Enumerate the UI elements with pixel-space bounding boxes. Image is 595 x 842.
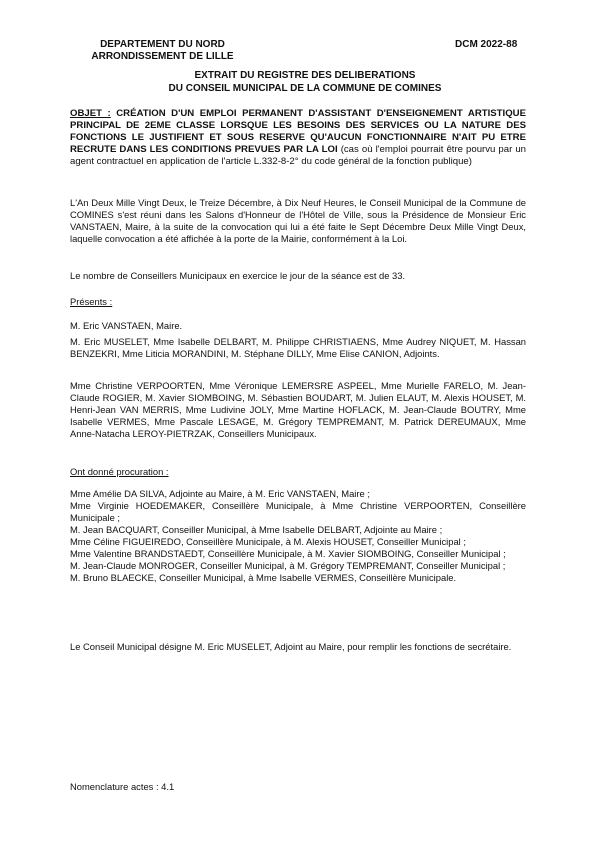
objet-note: (cas où l'emploi pourrait être pourvu par un agent contractuel en application de l'article L.332-8-2° du code général de la fonction publique): [70, 144, 527, 167]
procuration-item: Mme Céline FIGUEIREDO, Conseillère Municipale, à M. Alexis HOUSET, Conseiller Municipal ;: [70, 536, 466, 547]
document-title: [140, 69, 470, 95]
objet-paragraph: [70, 108, 526, 168]
nomenclature-footer: Nomenclature actes : 4.1: [70, 781, 175, 792]
procuration-item: M. Jean BACQUART, Conseiller Municipal, à Mme Isabelle DELBART, Adjointe au Maire ;: [70, 524, 443, 535]
procurations-heading: Ont donné procuration :: [70, 466, 169, 477]
procuration-item: M. Bruno BLAECKE, Conseiller Municipal, à Mme Isabelle VERMES, Conseillère Municipale.: [70, 572, 457, 583]
procuration-item: Mme Valentine BRANDSTAEDT, Conseillère Municipale, à M. Xavier SIOMBOING, Conseiller Municipal ;: [70, 548, 506, 559]
procurations-list: [70, 488, 526, 584]
presents-adjoints: M. Eric MUSELET, Mme Isabelle DELBART, M. Philippe CHRISTIAENS, Mme Audrey NIQUET, M. Hassan BENZEKRI, Mme Liticia MORANDINI, M. Stéphane DILLY, Mme Elise CANION, Adjoints.: [70, 336, 526, 359]
conseillers-count: Le nombre de Conseillers Municipaux en exercice le jour de la séance est de 33.: [70, 270, 406, 281]
title-line-1: EXTRAIT DU REGISTRE DES DELIBERATIONS: [194, 70, 416, 81]
procuration-item: Mme Virginie HOEDEMAKER, Conseillère Municipale, à Mme Christine VERPOORTEN, Conseillère Municipale ;: [70, 500, 526, 523]
department-label: DEPARTEMENT DU NORD: [100, 39, 225, 50]
procuration-item: M. Jean-Claude MONROGER, Conseiller Municipal, à M. Grégory TEMPREMANT, Conseiller Municipal ;: [70, 560, 506, 571]
objet-text: CRÉATION D'UN EMPLOI PERMANENT D'ASSISTANT D'ENSEIGNEMENT ARTISTIQUE PRINCIPAL DE 2EME CLASSE LORSQUE LES BESOINS DES SERVICES OU LA NATURE DES FONCTIONS LE JUSTIFIENT ET SOUS RESERVE QU'AUCUN FONCTIONNAIRE N'AIT PU ETRE RECRUTE DANS LES CONDITIONS PREVUES PAR LA LOI: [70, 108, 526, 155]
presents-heading: Présents :: [70, 296, 113, 307]
issuer-block: [75, 39, 250, 63]
secretaire-paragraph: Le Conseil Municipal désigne M. Eric MUSELET, Adjoint au Maire, pour remplir les fonctions de secrétaire.: [70, 641, 512, 652]
presents-maire: M. Eric VANSTAEN, Maire.: [70, 320, 183, 331]
procuration-item: Mme Amélie DA SILVA, Adjointe au Maire, à M. Eric VANSTAEN, Maire ;: [70, 488, 370, 499]
objet-label: OBJET :: [70, 108, 111, 119]
arrondissement-label: ARRONDISSEMENT DE LILLE: [91, 51, 234, 62]
reference-number: DCM 2022-88: [455, 39, 518, 50]
presents-conseillers: Mme Christine VERPOORTEN, Mme Véronique LEMERSRE ASPEEL, Mme Murielle FARELO, M. Jean-Claude ROGIER, M. Xavier SIOMBOING, M. Sébastien BOUDART, M. Julien ELAUT, M. Alexis HOUSET, M. Henri-Jean VAN MERRIS, Mme Ludivine JOLY, Mme Martine HOFLACK, M. Jean-Claude BOUTRY, Mme Isabelle VERMES, Mme Pascale LESAGE, M. Grégory TEMPREMANT, M. Patrick DEREUMAUX, Mme Anne-Natacha LEROY-PIETRZAK, Conseillers Municipaux.: [70, 380, 526, 439]
title-line-2: DU CONSEIL MUNICIPAL DE LA COMMUNE DE COMINES: [168, 83, 442, 94]
session-paragraph: L'An Deux Mille Vingt Deux, le Treize Décembre, à Dix Neuf Heures, le Conseil Municipal de la Commune de COMINES s'est réuni dans les Salons d'Honneur de l'Hôtel de Ville, sous la Présidence de Monsieur Eric VANSTAEN, Maire, à la suite de la convocation qui lui a été faite le Sept Décembre Deux Mille Vingt Deux, laquelle convocation a été affichée à la porte de la Mairie, conformément à la Loi.: [70, 197, 526, 244]
